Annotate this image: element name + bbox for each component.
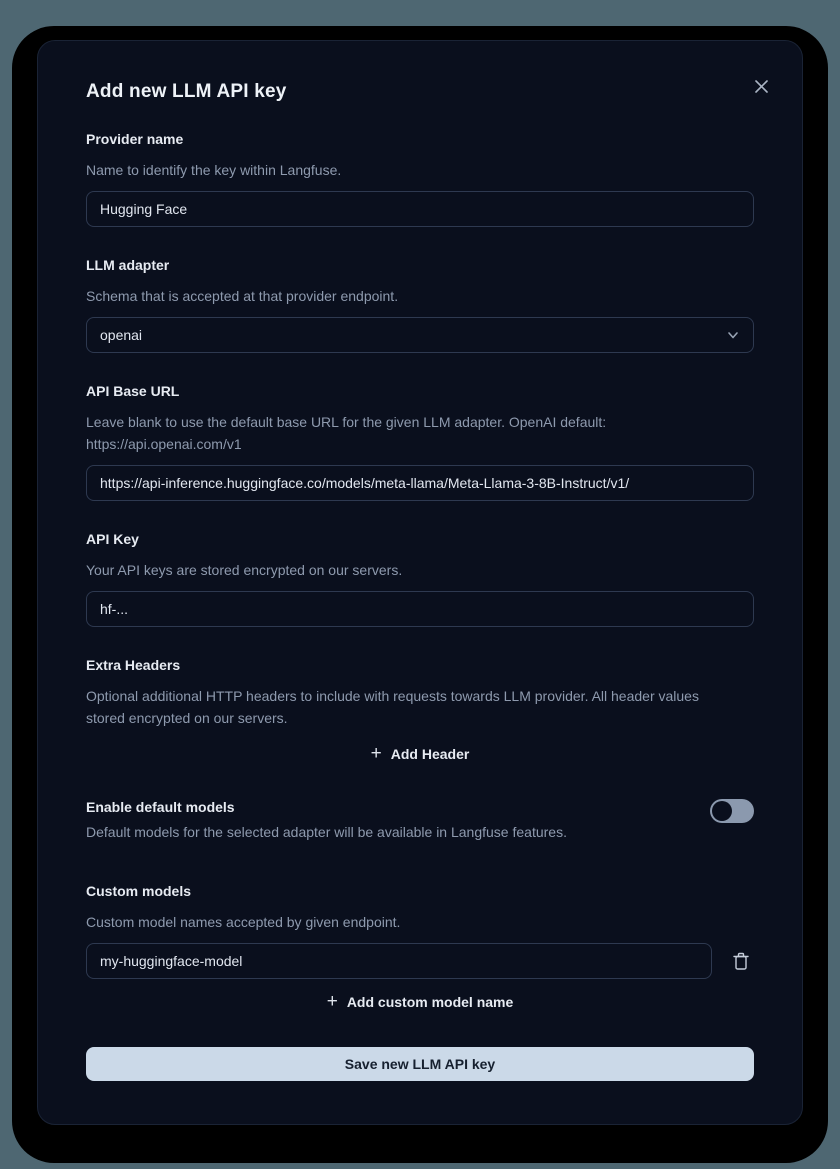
api-key-label: API Key [86, 531, 139, 547]
enable-default-models-label: Enable default models [86, 799, 235, 815]
field-provider-name [86, 131, 754, 227]
toggle-knob [712, 801, 732, 821]
api-key-description: Your API keys are stored encrypted on our servers. [86, 562, 403, 578]
plus-icon: + [326, 991, 338, 1012]
close-icon [754, 79, 769, 94]
provider-name-label: Provider name [86, 131, 184, 147]
field-enable-default-models [86, 799, 754, 843]
add-header-label: Add Header [390, 746, 470, 762]
field-api-key [86, 531, 754, 627]
field-custom-models [86, 883, 754, 1011]
llm-adapter-description: Schema that is accepted at that provider endpoint. [86, 288, 399, 304]
custom-models-description: Custom model names accepted by given endpoint. [86, 914, 401, 930]
provider-name-description: Name to identify the key within Langfuse. [86, 162, 342, 178]
provider-name-input[interactable] [86, 191, 754, 227]
add-llm-api-key-dialog [37, 40, 803, 1125]
trash-icon [732, 951, 750, 971]
api-base-url-label: API Base URL [86, 383, 180, 399]
enable-default-models-toggle[interactable] [710, 799, 754, 823]
custom-models-label: Custom models [86, 883, 192, 899]
api-base-url-description: Leave blank to use the default base URL for the given LLM adapter. OpenAI default: https://api.openai.com/v1 [86, 414, 607, 452]
custom-model-row [86, 943, 754, 979]
app-window [12, 26, 828, 1163]
dialog-title: Add new LLM API key [86, 81, 287, 102]
api-key-input[interactable] [86, 591, 754, 627]
enable-default-models-text [86, 799, 567, 843]
add-custom-model-label: Add custom model name [346, 994, 514, 1010]
api-base-url-input[interactable] [86, 465, 754, 501]
add-header-button[interactable] [365, 745, 476, 763]
field-extra-headers [86, 657, 754, 763]
llm-adapter-select[interactable] [86, 317, 754, 353]
extra-headers-label: Extra Headers [86, 657, 181, 673]
close-button[interactable] [750, 75, 772, 97]
plus-icon: + [370, 743, 382, 764]
save-button[interactable]: Save new LLM API key [86, 1047, 754, 1081]
chevron-down-icon [726, 328, 740, 342]
add-custom-model-button[interactable] [321, 993, 520, 1011]
field-api-base-url [86, 383, 754, 501]
llm-adapter-label: LLM adapter [86, 257, 170, 273]
custom-model-input[interactable] [86, 943, 712, 979]
extra-headers-description: Optional additional HTTP headers to include with requests towards LLM provider. All header values stored encrypted on our servers. [86, 688, 699, 726]
enable-default-models-description: Default models for the selected adapter will be available in Langfuse features. [86, 824, 567, 840]
llm-adapter-selected-value: openai [100, 327, 143, 343]
delete-custom-model-button[interactable] [728, 948, 754, 974]
field-llm-adapter [86, 257, 754, 353]
